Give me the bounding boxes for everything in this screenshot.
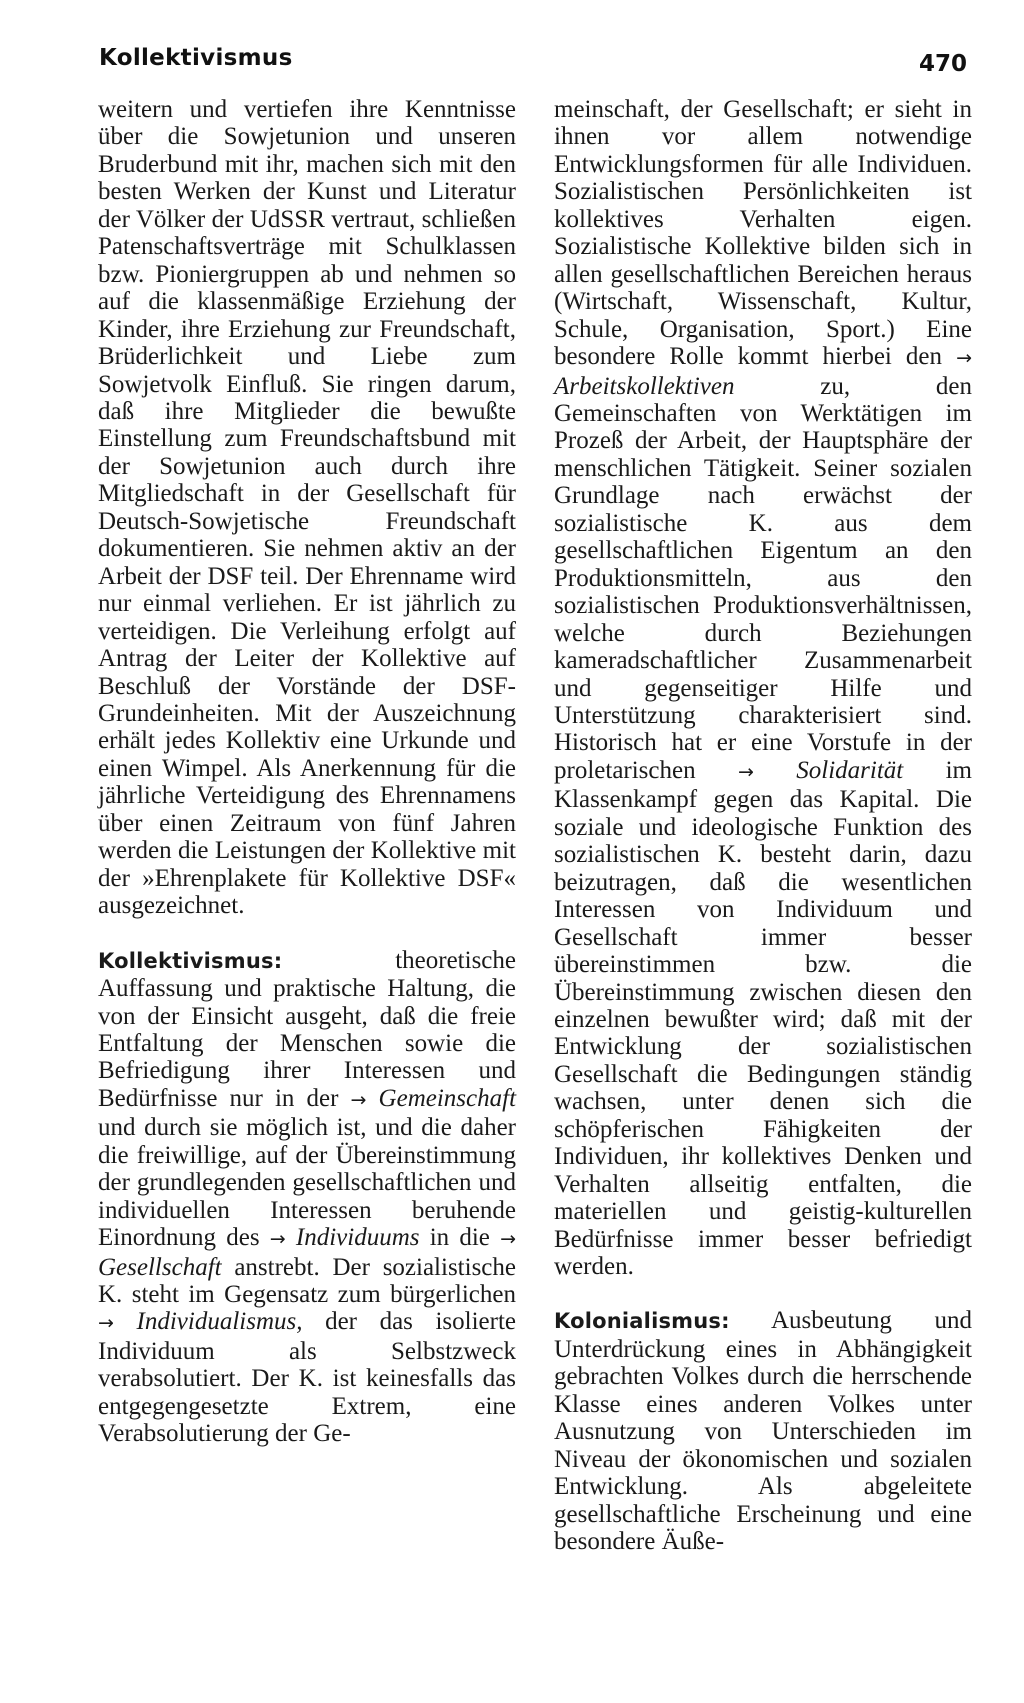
cross-reference-arrow-icon: → bbox=[956, 347, 972, 370]
entry-kollektivismus bbox=[98, 947, 516, 1448]
entry-kolonialismus bbox=[554, 1307, 972, 1555]
cross-reference-arrow-icon: → bbox=[98, 1312, 114, 1335]
entry-text: zu, den Gemeinschaften von Werktätigen im Prozeß der Arbeit, der Hauptsphäre der menschlichen Tätigkeit. Seiner sozialen Grundlage nach erwächst der sozialistische K. aus dem gesellschaftlichen Eigentum an den Produktionsmitteln, aus den sozialistischen Produktionsverhältnissen, welche durch Beziehungen kameradschaftlicher Zusammenarbeit und gegenseitiger Hilfe und Unterstützung charakterisiert sind. Historisch hat er eine Vorstufe in der proletarischen bbox=[554, 372, 972, 784]
page-number: 470 bbox=[919, 51, 968, 77]
entry-text: Ausbeutung und Unterdrückung eines in Abhängigkeit gebrachten Volkes durch die herrschende Klasse eines anderen Volkes unter Ausnutzung von Unterschieden im Niveau der ökonomischen und sozialen Entwicklung. Als abgeleitete gesellschaftliche Erscheinung und eine besondere Äuße- bbox=[554, 1307, 972, 1556]
cross-reference: Individuums bbox=[295, 1224, 420, 1252]
continued-paragraph bbox=[554, 96, 972, 1280]
cross-reference: Arbeitskollektiven bbox=[554, 372, 735, 400]
left-column bbox=[98, 96, 516, 1448]
continued-paragraph: weitern und vertiefen ihre Kenntnisse über die Sowjetunion und unseren Bruderbund mit ihr, machen sich mit den besten Werken der Kunst und Literatur der Völker der UdSSR vertraut, schließen Patenschaftsverträge mit Schulklassen bzw. Pioniergruppen ab und nehmen so auf die klassenmäßige Erziehung der Kinder, ihre Erziehung zur Freundschaft, Brüderlichkeit und Liebe zum Sowjetvolk Einfluß. Sie ringen darum, daß ihre Mitglieder die bewußte Einstellung zum Freundschaftsbund mit der Sowjetunion auch durch ihre Mitgliedschaft in der Gesellschaft für Deutsch-Sowjetische Freundschaft dokumentieren. Sie nehmen aktiv an der Arbeit der DSF teil. Der Ehrenname wird nur einmal verliehen. Er ist jährlich zu verteidigen. Die Verleihung erfolgt auf Antrag der Leiter der Kollektive auf Beschluß der Vorstände der DSF-Grundeinheiten. Mit der Auszeichnung erhält jedes Kollektiv eine Urkunde und einen Wimpel. Als Anerkennung für die jährliche Verteidigung des Ehrennamens über einen Zeitraum von fünf Jahren werden die Leistungen der Kollektive mit der »Ehrenplakete für Kollektive DSF« ausgezeichnet. bbox=[98, 96, 516, 920]
entry-text: und durch sie möglich ist, und die daher die freiwillige, auf der Übereinstimmung der grundlegenden gesellschaftlichen und individuellen Interessen beruhende Einordnung des bbox=[98, 1114, 516, 1252]
running-head: Kollektivismus bbox=[99, 45, 293, 71]
cross-reference: Solidarität bbox=[796, 756, 904, 784]
entry-text: im Klassenkampf gegen das Kapital. Die soziale und ideologische Funktion des sozialistischen K. besteht darin, dazu beizutragen, daß die wesentlichen Interessen von Individuum und Gesellschaft immer besser übereinstimmen bzw. die Übereinstimmung zwischen diesen den einzelnen bewußter wird; daß mit der Entwicklung der sozialistischen Gesellschaft die Bedingungen ständig wachsen, unter denen sich die schöpferischen Fähigkeiten der Individuen, ihr kollektives Denken und Verhalten allseitig entfalten, die materiellen und geistig-kulturellen Bedürfnisse immer besser befriedigt werden. bbox=[554, 756, 972, 1281]
cross-reference-arrow-icon: → bbox=[269, 1228, 286, 1251]
cross-reference-arrow-icon: → bbox=[500, 1228, 516, 1251]
cross-reference: Individualismus, bbox=[136, 1308, 303, 1336]
entry-text: anstrebt. Der sozialistische K. steht im Gegensatz zum bürgerlichen bbox=[98, 1253, 516, 1309]
cross-reference: Gemeinschaft bbox=[378, 1084, 517, 1112]
entry-text: meinschaft, der Gesellschaft; er sieht in ihnen vor allem notwendige Entwicklungsformen für alle Individuen. Sozialistischen Persönlichkeiten ist kollektives Verhalten eigen. Sozialistische Kollektive bilden sich in allen gesellschaftlichen Bereichen heraus (Wirtschaft, Wissenschaft, Kultur, Schule, Organisation, Sport.) Eine besondere Rolle kommt hierbei den bbox=[554, 96, 972, 371]
lemma-kollektivismus: Kollektivismus: bbox=[98, 948, 283, 973]
lemma-kolonialismus: Kolonialismus: bbox=[554, 1309, 730, 1334]
entry-text: der das isolierte Individuum als Selbstzweck verabsolutiert. Der K. ist keinesfalls das entgegengesetzte Extrem, eine Verabsolutierung der Ge- bbox=[98, 1308, 517, 1448]
entry-text: in die bbox=[419, 1224, 501, 1252]
entry-text: theoretische Auffassung und praktische Haltung, die von der Einsicht ausgeht, daß die freie Entfaltung der Menschen sowie die Befriedigung ihrer Interessen und Bedürfnisse nur in der bbox=[98, 946, 516, 1112]
right-column bbox=[554, 96, 972, 1556]
cross-reference-arrow-icon: → bbox=[737, 760, 754, 783]
cross-reference: Gesellschaft bbox=[98, 1253, 222, 1281]
cross-reference-arrow-icon: → bbox=[350, 1088, 367, 1111]
